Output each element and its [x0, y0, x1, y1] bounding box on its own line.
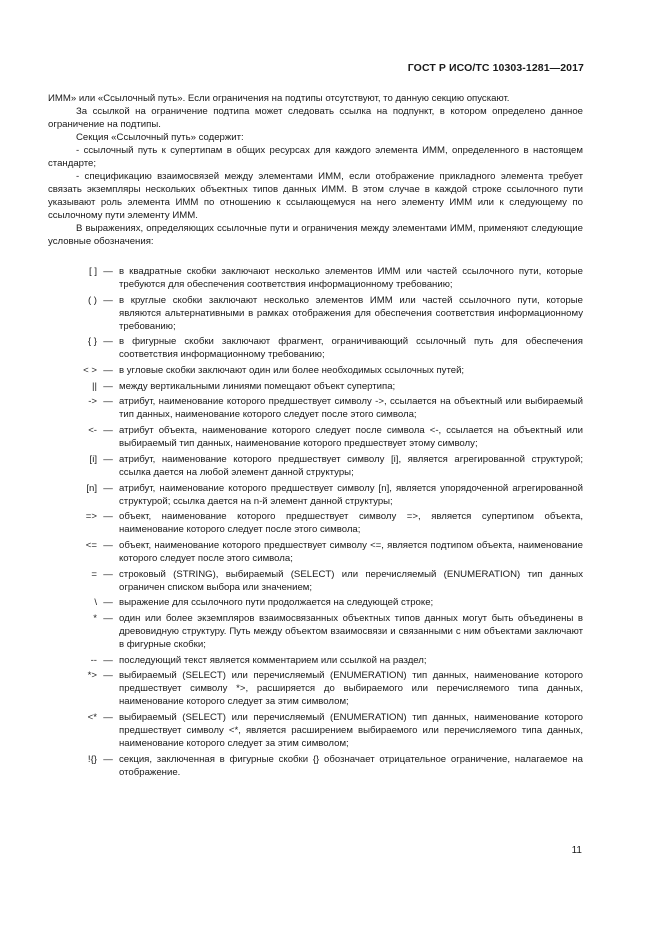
definition-dash: —: [103, 670, 113, 682]
definition-item: [48, 335, 583, 361]
definition-dash: —: [103, 612, 113, 624]
definition-text: атрибут, наименование которого предшествует символу ->, ссылается на объектный или выбираемый тип данных, наименование которого следует после этого символа;: [119, 396, 583, 421]
definition-symbol: ->: [88, 396, 97, 408]
page-number: 11: [571, 845, 582, 856]
definition-symbol: ||: [92, 380, 97, 392]
definition-symbol: [ ]: [89, 266, 97, 277]
definition-text: атрибут, наименование которого предшествует символу [i], является агрегированной структурой; ссылка дается на любой элемент данной структуры;: [119, 453, 583, 478]
definition-dash: —: [103, 712, 113, 723]
definition-symbol: <-: [88, 425, 97, 437]
definition-dash: —: [103, 482, 113, 494]
definition-item: [48, 364, 583, 377]
definition-symbol: ( ): [87, 294, 97, 306]
definition-symbol: =>: [85, 511, 97, 523]
definition-text: последующий текст является комментарием или ссылкой на раздел;: [119, 654, 427, 666]
definition-item: [48, 753, 583, 779]
definition-item: [48, 596, 583, 609]
definition-symbol: =: [91, 568, 97, 580]
definition-dash: —: [103, 453, 113, 465]
paragraph: - спецификацию взаимосвязей между элементами ИММ, если отображение прикладного элемента требует связать экземпляры нескольких объектных типов данных ИММ. В этом случае в каждой строке ссылочного пути указывают роль элемента ИММ по отношению к ссылающемуся на него элементу ИММ или к следующему по ссылочному пути элементу ИММ.: [48, 171, 583, 221]
definition-item: [48, 380, 583, 393]
definition-text: выбираемый (SELECT) или перечисляемый (ENUMERATION) тип данных, наименование которого предшествует символу <*, является расширением выбираемого или перечисляемого типа данных, наименование которого следует за этим символом;: [119, 712, 583, 749]
definition-dash: —: [103, 568, 113, 580]
definition-item: [48, 424, 583, 450]
paragraphs: [48, 92, 583, 248]
definition-symbol: [i]: [89, 453, 97, 465]
definition-text: атрибут, наименование которого предшествует символу [n], является упорядоченной агрегированной структурой; ссылка дается на n-й элемент данной структуры;: [119, 482, 583, 507]
definition-item: [48, 294, 583, 333]
paragraph: За ссылкой на ограничение подтипа может следовать ссылка на подпункт, в котором определено данное ограничение на подтипы.: [48, 106, 583, 130]
definition-symbol: \: [94, 597, 97, 609]
definition-item: [48, 711, 583, 750]
definition-dash: —: [103, 511, 113, 523]
definition-item: [48, 510, 583, 536]
definition-symbol: --: [90, 654, 97, 666]
definition-text: выбираемый (SELECT) или перечисляемый (ENUMERATION) тип данных, наименование которого предшествует символу *>, расширяется до выбираемого или перечисляемого типа данных, наименование которого следует за этим символом;: [119, 670, 583, 708]
document-header: ГОСТ Р ИСО/ТС 10303-1281—2017: [407, 62, 584, 74]
definition-item: [48, 395, 583, 421]
definition-dash: —: [103, 294, 113, 306]
definition-text: один или более экземпляров взаимосвязанных объектных типов данных могут быть объединены в древовидную структуру. Путь между объектом взаимосвязи и связанными с ним объектами заключают в фигурные скобки;: [119, 612, 583, 650]
definition-text: между вертикальными линиями помещают объект супертипа;: [119, 380, 396, 392]
definition-item: [48, 669, 583, 708]
definition-item: [48, 568, 583, 594]
definition-text: выражение для ссылочного пути продолжается на следующей строке;: [119, 597, 434, 609]
definition-text: в квадратные скобки заключают несколько элементов ИММ или частей ссылочного пути, которые требуются для обеспечения соответствия информационному требованию;: [119, 266, 583, 290]
definition-text: в фигурные скобки заключают фрагмент, ограничивающий ссылочный путь для обеспечения соответствия информационному требованию;: [119, 336, 583, 361]
definition-dash: —: [103, 365, 113, 377]
definition-text: объект, наименование которого предшествует символу <=, является подтипом объекта, наименование которого следует после этого символа;: [119, 539, 583, 564]
definition-dash: —: [103, 396, 113, 408]
definition-symbol: *>: [87, 670, 97, 682]
definition-symbol: { }: [87, 336, 97, 348]
definition-symbol: <*: [87, 712, 97, 723]
definition-item: [48, 482, 583, 508]
definition-dash: —: [103, 425, 113, 437]
definition-symbol: !{}: [87, 753, 97, 765]
definition-symbol: [n]: [86, 482, 97, 494]
definition-text: атрибут объекта, наименование которого следует после символа <-, ссылается на объектный или выбираемый тип данных, наименование которого предшествует этому символу;: [119, 425, 583, 450]
paragraph: Секция «Ссылочный путь» содержит:: [76, 132, 244, 143]
definition-dash: —: [103, 597, 113, 609]
definition-text: секция, заключенная в фигурные скобки {} обозначает отрицательное ограничение, налагаемое на отображение.: [119, 753, 583, 778]
definitions-list: [48, 265, 583, 779]
paragraph: - ссылочный путь к супертипам в общих ресурсах для каждого элемента ИММ, определенного в настоящем стандарте;: [48, 145, 583, 169]
definition-symbol: <=: [85, 539, 97, 551]
definition-item: [48, 453, 583, 479]
definition-dash: —: [103, 539, 113, 551]
definition-text: в круглые скобки заключают несколько элементов ИММ или частей ссылочного пути, которые являются альтернативными в рамках отображения для обеспечения соответствия информационному требованию;: [119, 294, 583, 332]
definition-dash: —: [103, 753, 113, 765]
definition-text: строковый (STRING), выбираемый (SELECT) или перечисляемый (ENUMERATION) тип данных ограничен списком выбора или значением;: [119, 568, 583, 593]
definition-symbol: < >: [83, 365, 97, 377]
definition-dash: —: [103, 266, 113, 277]
paragraph: В выражениях, определяющих ссылочные пути и ограничения между элементами ИММ, применяют следующие условные обозначения:: [48, 223, 583, 247]
definition-dash: —: [103, 380, 113, 392]
definition-item: [48, 654, 583, 667]
definition-item: [48, 539, 583, 565]
definition-item: [48, 612, 583, 651]
definition-item: [48, 265, 583, 291]
page-body: [48, 92, 583, 781]
definition-dash: —: [103, 336, 113, 348]
paragraph: ИММ» или «Ссылочный путь». Если ограничения на подтипы отсутствуют, то данную секцию опускают.: [48, 93, 510, 104]
definition-text: объект, наименование которого предшествует символу =>, является супертипом объекта, наименование которого следует после этого символа;: [119, 511, 583, 536]
definition-dash: —: [103, 654, 113, 666]
definition-text: в угловые скобки заключают один или более необходимых ссылочных путей;: [119, 365, 465, 377]
definition-symbol: *: [93, 612, 97, 624]
